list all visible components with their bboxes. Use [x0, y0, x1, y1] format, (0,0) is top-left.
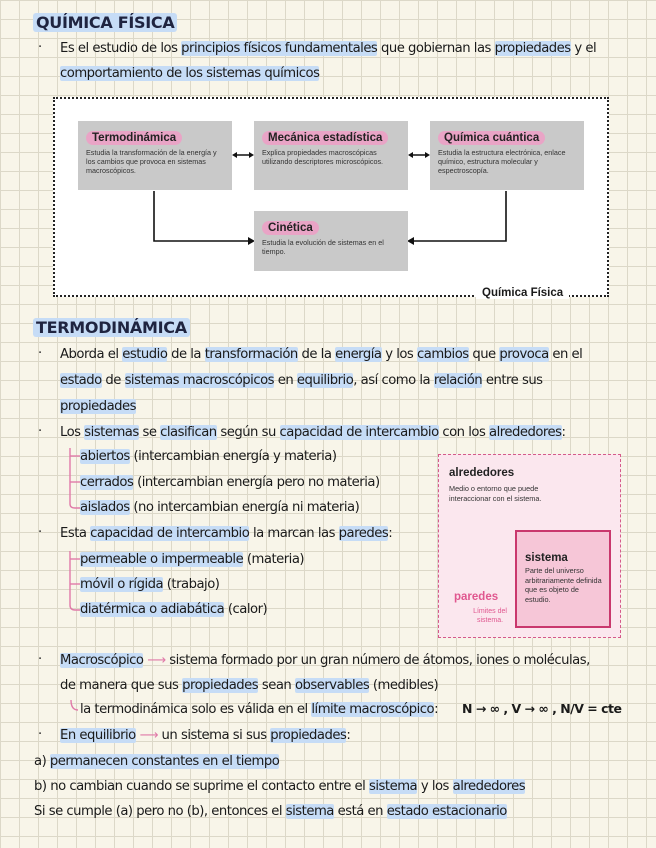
bullet: · [38, 652, 43, 667]
bullet: · [38, 424, 43, 439]
alrededores-desc: Medio o entorno que puede interaccionar con el sistema. [449, 484, 542, 503]
sistema-box [515, 530, 611, 628]
box-desc: Estudia la evolución de sistemas en el tiempo. [262, 238, 384, 256]
termo-b5-line-4: Si se cumple (a) pero no (b), entonces el sistema está en estado estacionario [34, 804, 507, 819]
section-heading-quimica-fisica: QUÍMICA FÍSICA [33, 13, 177, 32]
system-type-abiertos: abiertos (intercambian energía y materia) [80, 449, 337, 464]
sistema-desc: Parte del universo arbitrariamente definida que es objeto de estudio. [525, 566, 602, 604]
bullet: · [38, 346, 43, 361]
bullet: · [38, 525, 43, 540]
termo-b2-line: Los sistemas se clasifican según su capacidad de intercambio con los alrededores: [60, 425, 566, 440]
wall-type-materia: permeable o impermeable (materia) [80, 552, 305, 567]
arrow-icon: ⟶ [139, 728, 158, 743]
section-heading-termodinamica: TERMODINÁMICA [33, 318, 190, 337]
wall-type-calor: diatérmica o adiabática (calor) [80, 602, 268, 617]
termo-b1-line-3: propiedades [60, 399, 137, 414]
box-title: Mecánica estadística [262, 131, 388, 145]
box-desc: Estudia la transformación de la energía y los cambios que provoca en sistemas macroscópicos. [86, 148, 217, 175]
box-desc: Explica propiedades macroscópicas utilizando descriptores microscópicos. [262, 148, 384, 166]
paredes-desc: Límites del sistema. [473, 608, 507, 624]
termo-b1-line-1: Aborda el estudio de la transformación de la energía y los cambios que provoca en el [60, 347, 583, 362]
bullet: · [38, 40, 43, 55]
diagram-caption: Química Física [476, 287, 569, 299]
intro-line-1: Es el estudio de los principios físicos fundamentales que gobiernan las propiedades y el [60, 41, 597, 56]
termo-b5-line-1: En equilibrio ⟶ un sistema si sus propiedades: [60, 728, 351, 743]
paredes-title: paredes [454, 591, 499, 603]
arrow-icon: ⟶ [147, 653, 166, 668]
termo-b1-line-2: estado de sistemas macroscópicos en equilibrio, así como la relación entre sus [60, 373, 543, 388]
termo-b4-line-2: de manera que sus propiedades sean observables (medibles) [60, 678, 439, 693]
bullet: · [38, 727, 43, 742]
box-title: Química cuántica [438, 131, 545, 145]
termo-b3-line: Esta capacidad de intercambio la marcan las paredes: [60, 526, 393, 541]
alrededores-title: alrededores [449, 467, 515, 479]
system-type-aislados: aislados (no intercambian energía ni materia) [80, 500, 360, 515]
limit-formula: N → ∞ , V → ∞ , N/V = cte [462, 701, 622, 716]
termo-b5-line-3: b) no cambian cuando se suprime el contacto entre el sistema y los alrededores [34, 779, 526, 794]
box-desc: Estudia la estructura electrónica, enlace químico, estructura molecular y espectroscopía. [438, 148, 566, 175]
termo-b4-line-1: Macroscópico ⟶ sistema formado por un gran número de átomos, iones o moléculas, [60, 653, 590, 668]
termo-b5-line-2: a) permanecen constantes en el tiempo [34, 754, 280, 769]
termo-b4-line-3: la termodinámica solo es válida en el límite macroscópico: [80, 702, 439, 717]
sistema-title: sistema [525, 552, 568, 564]
box-title: Termodinámica [86, 131, 182, 145]
wall-type-trabajo: móvil o rígida (trabajo) [80, 577, 220, 592]
intro-line-2: comportamiento de los sistemas químicos [60, 66, 320, 81]
system-type-cerrados: cerrados (intercambian energía pero no materia) [80, 475, 380, 490]
box-title: Cinética [262, 221, 319, 235]
